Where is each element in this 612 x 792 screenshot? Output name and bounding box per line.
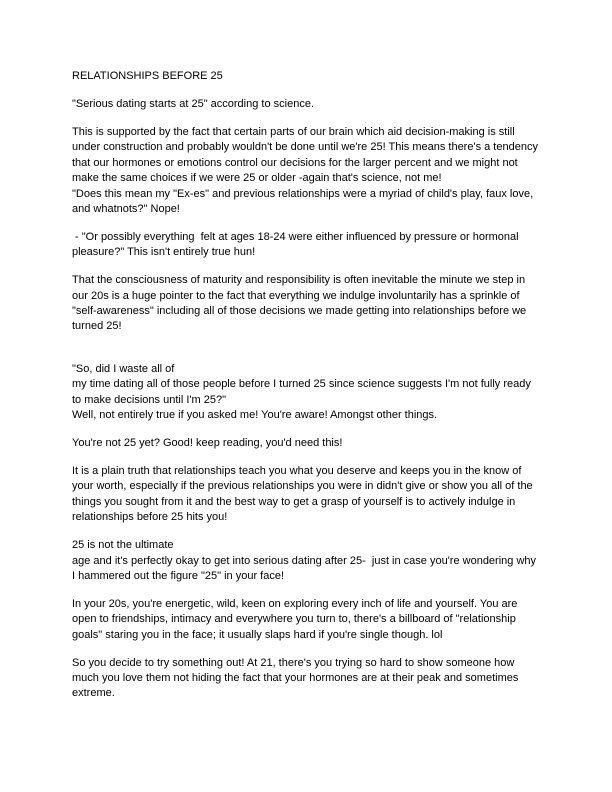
- paragraph-line: under construction and probably wouldn't be done until we're 25! This means there's a tendency: [72, 141, 538, 154]
- paragraph-8: [72, 538, 552, 584]
- paragraph-line: This is supported by the fact that certain parts of our brain which aid decision-making is still: [72, 125, 515, 138]
- paragraph-line: that our hormones or emotions control our decisions for the larger percent and we might not: [72, 156, 518, 169]
- paragraph-line: to make decisions until I'm 25?": [72, 393, 226, 406]
- paragraph-line: my time dating all of those people before I turned 25 since science suggests I'm not fully ready: [72, 378, 531, 391]
- paragraph-line: "self-awareness" including all of those decisions we made getting into relationships before we: [72, 305, 527, 318]
- paragraph-line: turned 25!: [72, 320, 122, 333]
- paragraph-5: [72, 362, 552, 424]
- paragraph-line: extreme.: [72, 687, 115, 700]
- paragraph-line: In your 20s, you're energetic, wild, keen on exploring every inch of life and yourself. You are: [72, 597, 518, 610]
- paragraph-1: [72, 97, 552, 112]
- paragraph-2: [72, 125, 552, 217]
- paragraph-line: goals" staring you in the face; it usually slaps hard if you're single though. lol: [72, 628, 443, 641]
- paragraph-line: much you love them not hiding the fact that your hormones are at their peak and sometimes: [72, 672, 519, 685]
- paragraph-3: [72, 230, 552, 261]
- title-text: RELATIONSHIPS BEFORE 25: [72, 70, 223, 82]
- paragraph-line: your worth, especially if the previous relationships you were in didn't give or show you all of the: [72, 480, 533, 493]
- paragraph-line: relationships before 25 hits you!: [72, 511, 228, 524]
- paragraph-line: "Does this mean my "Ex-es" and previous relationships were a myriad of child's play, faux love,: [72, 187, 534, 200]
- paragraph-7: [72, 464, 552, 526]
- paragraph-line: "So, did I waste all of: [72, 362, 175, 375]
- paragraph-line: You're not 25 yet? Good! keep reading, you'd need this!: [72, 437, 343, 449]
- document-body: [72, 69, 552, 714]
- paragraph-line: 25 is not the ultimate: [72, 539, 174, 552]
- paragraph-line: age and it's perfectly okay to get into serious dating after 25- just in case you're wondering why: [72, 554, 537, 567]
- paragraph-line: I hammered out the figure "25" in your face!: [72, 569, 285, 582]
- paragraph-6: [72, 436, 552, 451]
- paragraph-10: [72, 656, 552, 702]
- paragraph-line: So you decide to try something out! At 21, there's you trying so hard to show someone how: [72, 656, 515, 669]
- paragraph-line: - "Or possibly everything felt at ages 18-24 were either influenced by pressure or hormonal: [72, 230, 519, 243]
- paragraph-line: things you sought from it and the best way to get a grasp of yourself is to actively indulge in: [72, 495, 516, 508]
- paragraph-9: [72, 597, 552, 643]
- paragraph-line: open to friendships, intimacy and everywhere you turn to, there's a billboard of "relationship: [72, 613, 516, 626]
- paragraph-line: "Serious dating starts at 25" according to science.: [72, 97, 314, 110]
- paragraph-line: our 20s is a huge pointer to the fact that everything we indulge involuntarily has a sprinkle of: [72, 289, 520, 302]
- paragraph-line: Well, not entirely true if you asked me! You're aware! Amongst other things.: [72, 409, 438, 422]
- paragraph-line: and whatnots?" Nope!: [72, 202, 180, 215]
- paragraph-4: [72, 273, 552, 335]
- paragraph-line: That the consciousness of maturity and responsibility is often inevitable the minute we step in: [72, 274, 526, 287]
- document-title: [72, 69, 552, 84]
- paragraph-line: make the same choices if we were 25 or older -again that's science, not me!: [72, 172, 442, 185]
- paragraph-line: It is a plain truth that relationships teach you what you deserve and keeps you in the know of: [72, 464, 522, 477]
- paragraph-line: pleasure?" This isn't entirely true hun!: [72, 246, 256, 259]
